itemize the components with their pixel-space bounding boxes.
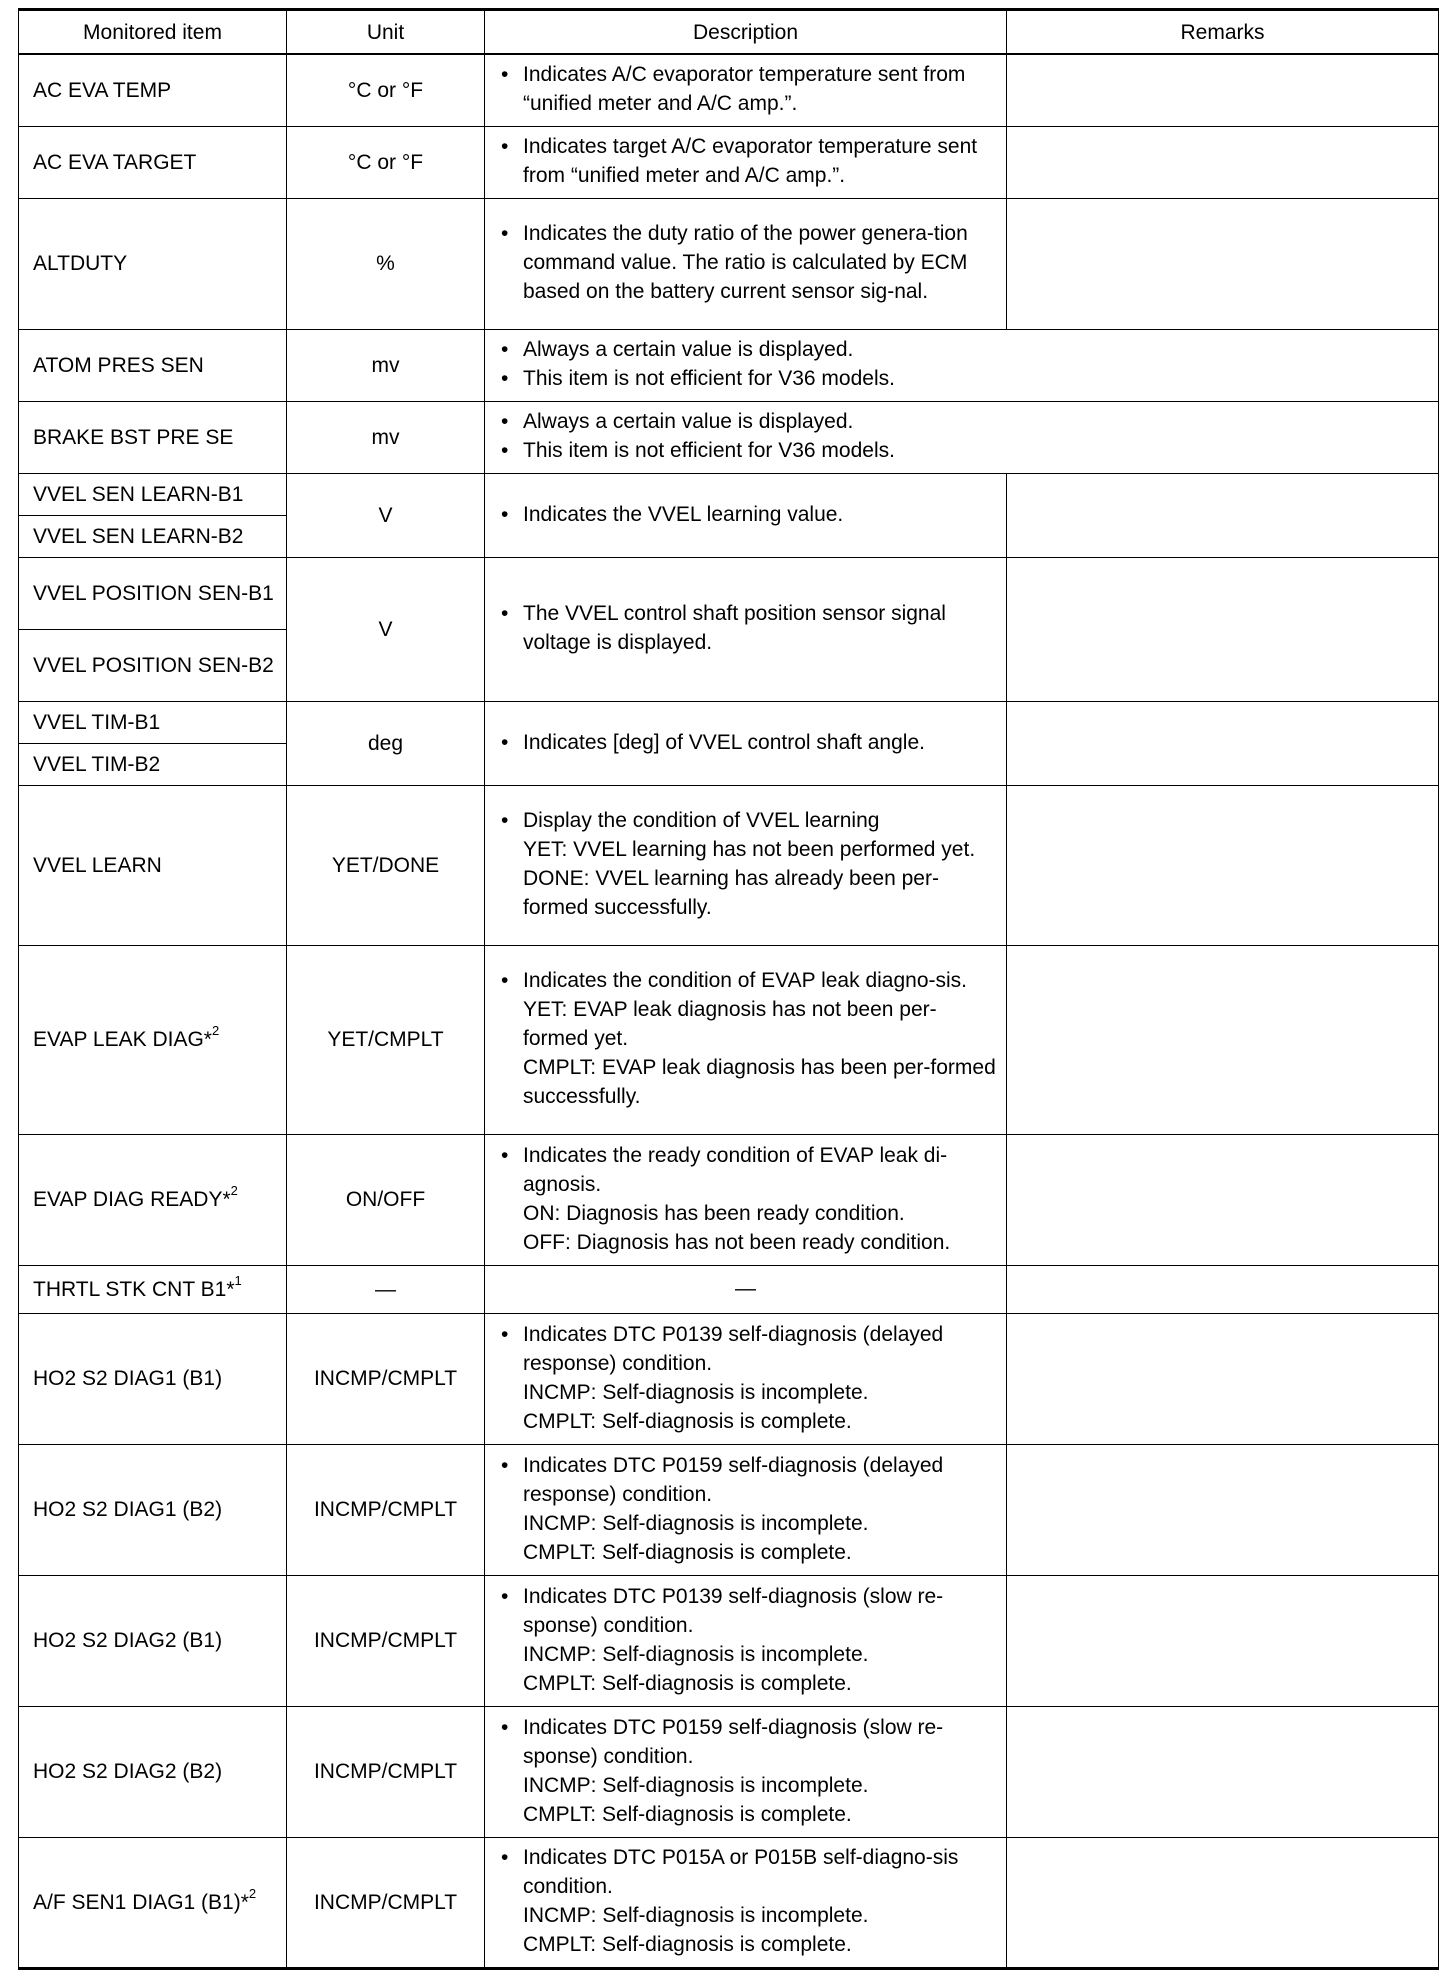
item-unit: — [287,1265,485,1313]
item-name: THRTL STK CNT B1*$^1$ [19,1265,287,1313]
bullet-icon: • [501,502,509,526]
item-unit: °C or °F [287,126,485,198]
bullet-icon: • [501,63,509,87]
item-unit: ON/OFF [287,1134,485,1265]
item-name: A/F SEN1 DIAG1 (B1)*$^2$ [19,1837,287,1968]
monitored-items-table [18,8,1439,1970]
item-name: VVEL POSITION SEN-B2 [19,629,287,701]
table-row [19,1444,1439,1575]
table-row [19,557,1439,629]
desc-bullet: • This item is not efficient for V36 models. [523,364,1432,393]
item-remarks [1007,557,1439,701]
item-description [485,1706,1007,1837]
table-row [19,401,1439,473]
bullet-icon: • [501,1846,509,1869]
item-unit: mv [287,329,485,401]
item-description [485,557,1007,701]
item-name: VVEL TIM-B2 [19,743,287,785]
desc-bullet: • Indicates DTC P0139 self-diagnosis (slow re-sponse) condition. [523,1582,1000,1640]
item-name: AC EVA TARGET [19,126,287,198]
bullet-icon: • [501,1143,509,1167]
desc-bullet: • Indicates target A/C evaporator temperature sent from “unified meter and A/C amp.”. [523,132,1000,190]
item-name: HO2 S2 DIAG1 (B2) [19,1444,287,1575]
desc-bullet: • Indicates DTC P015A or P015B self-diagno-sis condition. [523,1843,1000,1901]
item-name: VVEL SEN LEARN-B2 [19,515,287,557]
item-remarks [1007,1706,1439,1837]
item-remarks [1007,1444,1439,1575]
item-remarks [1007,945,1439,1134]
table-row [19,1706,1439,1837]
desc-detail: CMPLT: Self-diagnosis is complete. [523,1933,852,1956]
desc-bullet: • This item is not efficient for V36 models. [523,436,1432,465]
desc-detail: CMPLT: Self-diagnosis is complete. [523,1671,852,1695]
header-monitored-item: Monitored item [19,10,287,55]
item-unit: °C or °F [287,54,485,126]
desc-bullet: • Indicates DTC P0159 self-diagnosis (slow re-sponse) condition. [523,1713,1000,1771]
desc-bullet: • Display the condition of VVEL learning [523,806,1000,835]
item-unit: mv [287,401,485,473]
bullet-icon: • [501,439,509,462]
bullet-icon: • [501,367,509,390]
desc-detail: OFF: Diagnosis has not been ready condition. [523,1230,951,1254]
item-unit: deg [287,701,485,785]
item-remarks [1007,54,1439,126]
desc-detail: CMPLT: Self-diagnosis is complete. [523,1409,852,1433]
desc-bullet: • Indicates the ready condition of EVAP leak di-agnosis. [523,1141,1000,1199]
desc-detail: INCMP: Self-diagnosis is incomplete. [523,1380,869,1404]
item-description [485,1313,1007,1444]
desc-detail: INCMP: Self-diagnosis is incomplete. [523,1642,869,1666]
bullet-icon: • [501,969,509,992]
item-description [485,126,1007,198]
data-monitor-table-page [18,8,1438,1970]
header-description: Description [485,10,1007,55]
item-description [485,1837,1007,1968]
item-description [485,54,1007,126]
desc-bullet: • Indicates DTC P0159 self-diagnosis (delayed response) condition. [523,1451,1000,1509]
item-description [485,329,1439,401]
bullet-icon: • [501,730,509,754]
item-description [485,401,1439,473]
bullet-icon: • [501,338,509,361]
desc-detail: CMPLT: EVAP leak diagnosis has been per-formed successfully. [523,1056,996,1108]
item-description [485,198,1007,329]
desc-bullet: • Always a certain value is displayed. [523,407,1432,436]
footnote-marker: 2 [230,1183,238,1198]
desc-detail: INCMP: Self-diagnosis is incomplete. [523,1904,869,1927]
item-name: VVEL SEN LEARN-B1 [19,473,287,515]
item-remarks [1007,473,1439,557]
item-remarks [1007,126,1439,198]
item-remarks [1007,701,1439,785]
bullet-icon: • [501,1322,509,1346]
item-unit: INCMP/CMPLT [287,1706,485,1837]
item-name: VVEL TIM-B1 [19,701,287,743]
table-header-row [19,10,1439,55]
item-name: ALTDUTY [19,198,287,329]
desc-bullet: • Indicates [deg] of VVEL control shaft angle. [523,728,1000,757]
table-row [19,1265,1439,1313]
item-name: HO2 S2 DIAG1 (B1) [19,1313,287,1444]
desc-detail: INCMP: Self-diagnosis is incomplete. [523,1773,869,1797]
bullet-icon: • [501,410,509,433]
table-row [19,126,1439,198]
item-remarks [1007,785,1439,945]
desc-bullet: • Indicates A/C evaporator temperature sent from “unified meter and A/C amp.”. [523,60,1000,118]
table-row [19,785,1439,945]
desc-bullet: • The VVEL control shaft position sensor signal voltage is displayed. [523,599,1000,657]
table-row [19,945,1439,1134]
table-row [19,198,1439,329]
desc-detail: CMPLT: Self-diagnosis is complete. [523,1802,852,1826]
table-row [19,1837,1439,1968]
desc-detail: INCMP: Self-diagnosis is incomplete. [523,1511,869,1535]
item-unit: YET/CMPLT [287,945,485,1134]
item-name: EVAP LEAK DIAG*$^2$ [19,945,287,1134]
item-name: VVEL POSITION SEN-B1 [19,557,287,629]
bullet-icon: • [501,135,509,158]
desc-detail: CMPLT: Self-diagnosis is complete. [523,1540,852,1564]
table-row [19,329,1439,401]
desc-detail: YET: VVEL learning has not been performed yet. [523,838,976,861]
desc-bullet: • Indicates the VVEL learning value. [523,500,1000,529]
item-name: ATOM PRES SEN [19,329,287,401]
table-row [19,1313,1439,1444]
header-remarks: Remarks [1007,10,1439,55]
table-row [19,1575,1439,1706]
item-description [485,1134,1007,1265]
bullet-icon: • [501,1715,509,1739]
item-description [485,701,1007,785]
item-name: HO2 S2 DIAG2 (B2) [19,1706,287,1837]
desc-detail: YET: EVAP leak diagnosis has not been per-formed yet. [523,998,937,1050]
table-row [19,701,1439,743]
item-unit: INCMP/CMPLT [287,1575,485,1706]
footnote-marker: 2 [248,1885,257,1901]
desc-detail: DONE: VVEL learning has already been per-formed successfully. [523,867,939,919]
item-remarks [1007,198,1439,329]
table-row [19,473,1439,515]
bullet-icon: • [501,602,509,625]
item-unit: YET/DONE [287,785,485,945]
item-description [485,1575,1007,1706]
item-name: EVAP DIAG READY*$^2$ [19,1134,287,1265]
bullet-icon: • [501,809,509,832]
item-unit: % [287,198,485,329]
bullet-icon: • [501,1453,509,1477]
item-name: HO2 S2 DIAG2 (B1) [19,1575,287,1706]
table-row [19,1134,1439,1265]
item-description [485,1444,1007,1575]
desc-bullet: • Indicates the condition of EVAP leak diagno-sis. [523,966,1000,995]
item-name: AC EVA TEMP [19,54,287,126]
item-unit: INCMP/CMPLT [287,1313,485,1444]
item-unit: INCMP/CMPLT [287,1837,485,1968]
bullet-icon: • [501,222,509,245]
desc-detail: ON: Diagnosis has been ready condition. [523,1201,905,1225]
item-description [485,785,1007,945]
item-remarks [1007,1313,1439,1444]
footnote-marker: 1 [234,1272,242,1288]
desc-bullet: • Always a certain value is displayed. [523,335,1432,364]
item-description [485,473,1007,557]
item-unit: INCMP/CMPLT [287,1444,485,1575]
item-name: VVEL LEARN [19,785,287,945]
item-name: BRAKE BST PRE SE [19,401,287,473]
item-description [485,945,1007,1134]
item-unit: V [287,473,485,557]
item-unit: V [287,557,485,701]
item-description: — [485,1265,1007,1313]
footnote-marker: 2 [211,1023,220,1038]
table-row [19,54,1439,126]
item-remarks [1007,1575,1439,1706]
item-remarks [1007,1134,1439,1265]
item-remarks [1007,1265,1439,1313]
header-unit: Unit [287,10,485,55]
desc-bullet: • Indicates DTC P0139 self-diagnosis (delayed response) condition. [523,1320,1000,1378]
item-remarks [1007,1837,1439,1968]
bullet-icon: • [501,1584,509,1608]
desc-bullet: • Indicates the duty ratio of the power genera-tion command value. The ratio is calculated by ECM based on the battery current sensor sig-nal. [523,219,1000,306]
